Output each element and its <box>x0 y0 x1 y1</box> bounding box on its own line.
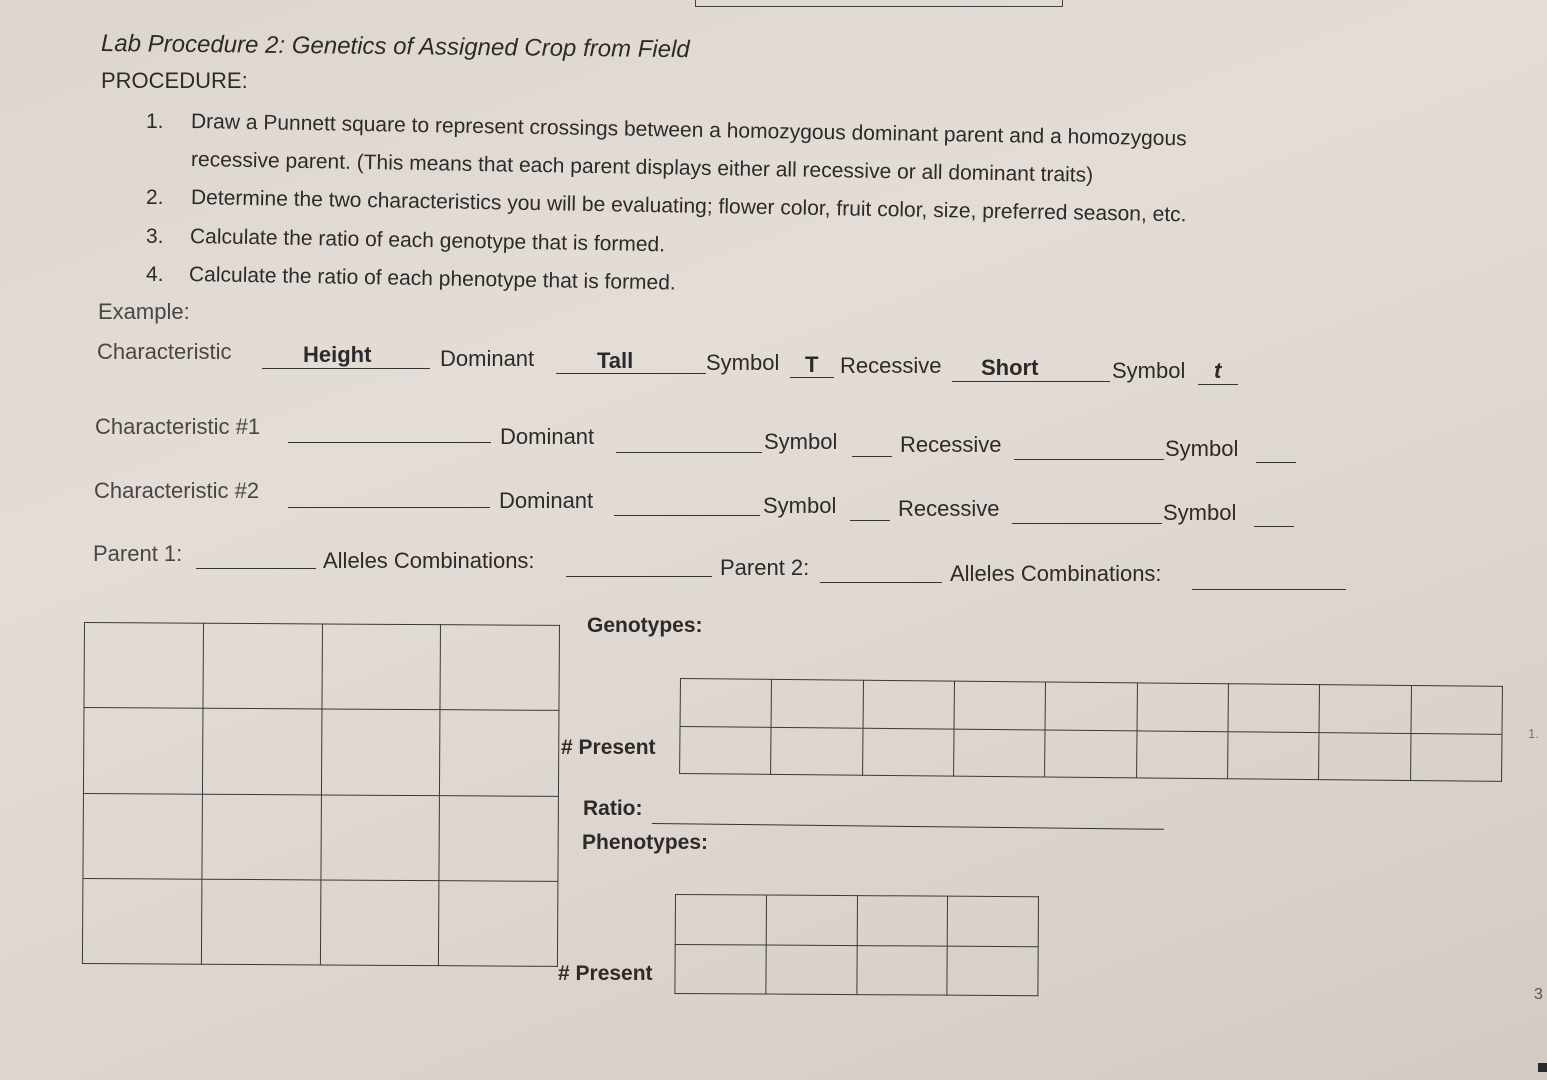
alleles-1-field[interactable] <box>566 576 712 577</box>
ratio-label: Ratio: <box>583 797 643 820</box>
dominant-symbol-field[interactable] <box>852 456 892 457</box>
genotype-cell[interactable] <box>863 680 955 728</box>
phenotypes-table <box>674 894 1039 996</box>
symbol-label: Symbol <box>763 493 837 518</box>
top-edge-box <box>695 0 1063 7</box>
recessive-field[interactable] <box>1014 459 1164 460</box>
dominant-label: Dominant <box>440 346 535 371</box>
punnett-cell[interactable] <box>320 880 439 966</box>
recessive-label: Recessive <box>898 496 1000 521</box>
symbol-label: Symbol <box>1163 500 1237 525</box>
parent-2-field[interactable] <box>820 582 942 583</box>
characteristic-1-label: Characteristic #1 <box>95 414 261 439</box>
corner-mark <box>1538 1063 1547 1072</box>
parent-1-label: Parent 1: <box>93 541 183 566</box>
phenotype-cell[interactable] <box>857 896 948 946</box>
punnett-cell[interactable] <box>83 793 202 879</box>
genotype-count-cell[interactable] <box>1319 732 1411 780</box>
genotype-cell[interactable] <box>1137 683 1229 731</box>
genotype-count-cell[interactable] <box>954 729 1046 777</box>
genotype-cell[interactable] <box>1228 684 1320 732</box>
dominant-field[interactable] <box>614 515 760 516</box>
fill-line <box>1198 384 1238 385</box>
phenotype-cell[interactable] <box>766 895 857 945</box>
punnett-cell[interactable] <box>202 794 321 880</box>
genotype-cell[interactable] <box>1411 686 1503 734</box>
genotype-count-cell[interactable] <box>1136 730 1228 778</box>
alleles-1-label: Alleles Combinations: <box>323 548 535 573</box>
step-text: Draw a Punnett square to represent crossings between a homozygous dominant parent and a homozygous <box>190 110 1187 151</box>
dominant-label: Dominant <box>500 424 595 449</box>
fill-line <box>262 368 430 369</box>
punnett-cell[interactable] <box>82 878 201 964</box>
genotype-count-cell[interactable] <box>680 726 772 774</box>
fill-line <box>952 381 1110 382</box>
punnett-cell[interactable] <box>321 709 440 795</box>
step-number: 3. <box>146 225 164 248</box>
phenotype-cell[interactable] <box>675 895 766 945</box>
ratio-field[interactable] <box>652 823 1164 830</box>
lab-title: Lab Procedure 2: Genetics of Assigned Crop from Field <box>100 30 690 64</box>
example-label: Example: <box>98 299 190 324</box>
characteristic-2-field[interactable] <box>288 507 490 508</box>
step-text: Calculate the ratio of each genotype that is formed. <box>189 225 666 257</box>
margin-mark: 3 <box>1534 986 1543 1003</box>
punnett-cell[interactable] <box>203 623 322 709</box>
phenotypes-label: Phenotypes: <box>582 831 709 854</box>
alleles-2-field[interactable] <box>1192 589 1346 590</box>
parent-1-field[interactable] <box>196 568 316 569</box>
punnett-cell[interactable] <box>321 624 440 710</box>
margin-mark: 1. <box>1528 726 1539 741</box>
punnett-square <box>82 622 560 967</box>
phenotype-count-cell[interactable] <box>675 944 766 994</box>
genotype-cell[interactable] <box>954 681 1046 729</box>
example-recessive-symbol: t <box>1214 358 1222 383</box>
phenotype-cell[interactable] <box>947 896 1038 946</box>
genotype-cell[interactable] <box>771 679 863 727</box>
example-recessive: Short <box>981 355 1039 380</box>
symbol-label: Symbol <box>764 429 838 454</box>
genotype-cell[interactable] <box>1045 682 1137 730</box>
genotype-count-cell[interactable] <box>862 728 954 776</box>
alleles-2-label: Alleles Combinations: <box>950 561 1162 586</box>
genotype-cell[interactable] <box>1319 685 1411 733</box>
genotype-cell[interactable] <box>680 679 772 727</box>
punnett-cell[interactable] <box>440 710 559 796</box>
symbol-label: Symbol <box>1165 436 1239 461</box>
procedure-heading: PROCEDURE: <box>101 68 248 93</box>
dominant-label: Dominant <box>499 488 594 513</box>
genotypes-table <box>679 678 1503 782</box>
step-text: Determine the two characteristics you will be evaluating; flower color, fruit color, size, preferred season, etc. <box>190 186 1187 227</box>
step-text: recessive parent. (This means that each parent displays either all recessive or all dominant traits) <box>190 148 1094 187</box>
genotype-count-cell[interactable] <box>1410 733 1502 781</box>
step-number: 4. <box>146 263 164 286</box>
example-characteristic: Height <box>303 342 372 367</box>
phenotype-count-cell[interactable] <box>947 946 1038 996</box>
example-dominant: Tall <box>597 348 634 373</box>
punnett-cell[interactable] <box>84 623 203 709</box>
step-number: 1. <box>146 110 164 133</box>
dominant-symbol-field[interactable] <box>850 520 890 521</box>
characteristic-2-label: Characteristic #2 <box>94 478 260 503</box>
step-text: Calculate the ratio of each phenotype that is formed. <box>188 263 676 295</box>
step-number: 2. <box>146 186 164 209</box>
punnett-cell[interactable] <box>439 880 558 966</box>
punnett-cell[interactable] <box>320 794 439 880</box>
phenotype-count-cell[interactable] <box>856 945 947 995</box>
recessive-symbol-field[interactable] <box>1256 462 1296 463</box>
recessive-field[interactable] <box>1012 523 1162 524</box>
characteristic-label: Characteristic <box>97 339 232 364</box>
punnett-cell[interactable] <box>202 708 321 794</box>
genotypes-label: Genotypes: <box>587 614 703 637</box>
punnett-cell[interactable] <box>83 708 202 794</box>
punnett-cell[interactable] <box>201 879 320 965</box>
parent-2-label: Parent 2: <box>720 555 810 580</box>
dominant-field[interactable] <box>616 452 762 453</box>
recessive-label: Recessive <box>840 353 942 378</box>
genotypes-present-label: # Present <box>561 736 656 759</box>
genotype-count-cell[interactable] <box>1228 731 1320 779</box>
phenotypes-present-label: # Present <box>558 962 653 985</box>
recessive-label: Recessive <box>900 432 1002 457</box>
punnett-cell[interactable] <box>440 625 559 711</box>
genotype-count-cell[interactable] <box>771 727 863 775</box>
characteristic-1-field[interactable] <box>288 442 491 443</box>
example-dominant-symbol: T <box>805 352 819 377</box>
genotype-count-cell[interactable] <box>1045 730 1137 778</box>
recessive-symbol-field[interactable] <box>1254 526 1294 527</box>
phenotype-count-cell[interactable] <box>766 945 857 995</box>
punnett-cell[interactable] <box>439 795 558 881</box>
symbol-label: Symbol <box>706 350 780 375</box>
symbol-label: Symbol <box>1112 358 1186 383</box>
